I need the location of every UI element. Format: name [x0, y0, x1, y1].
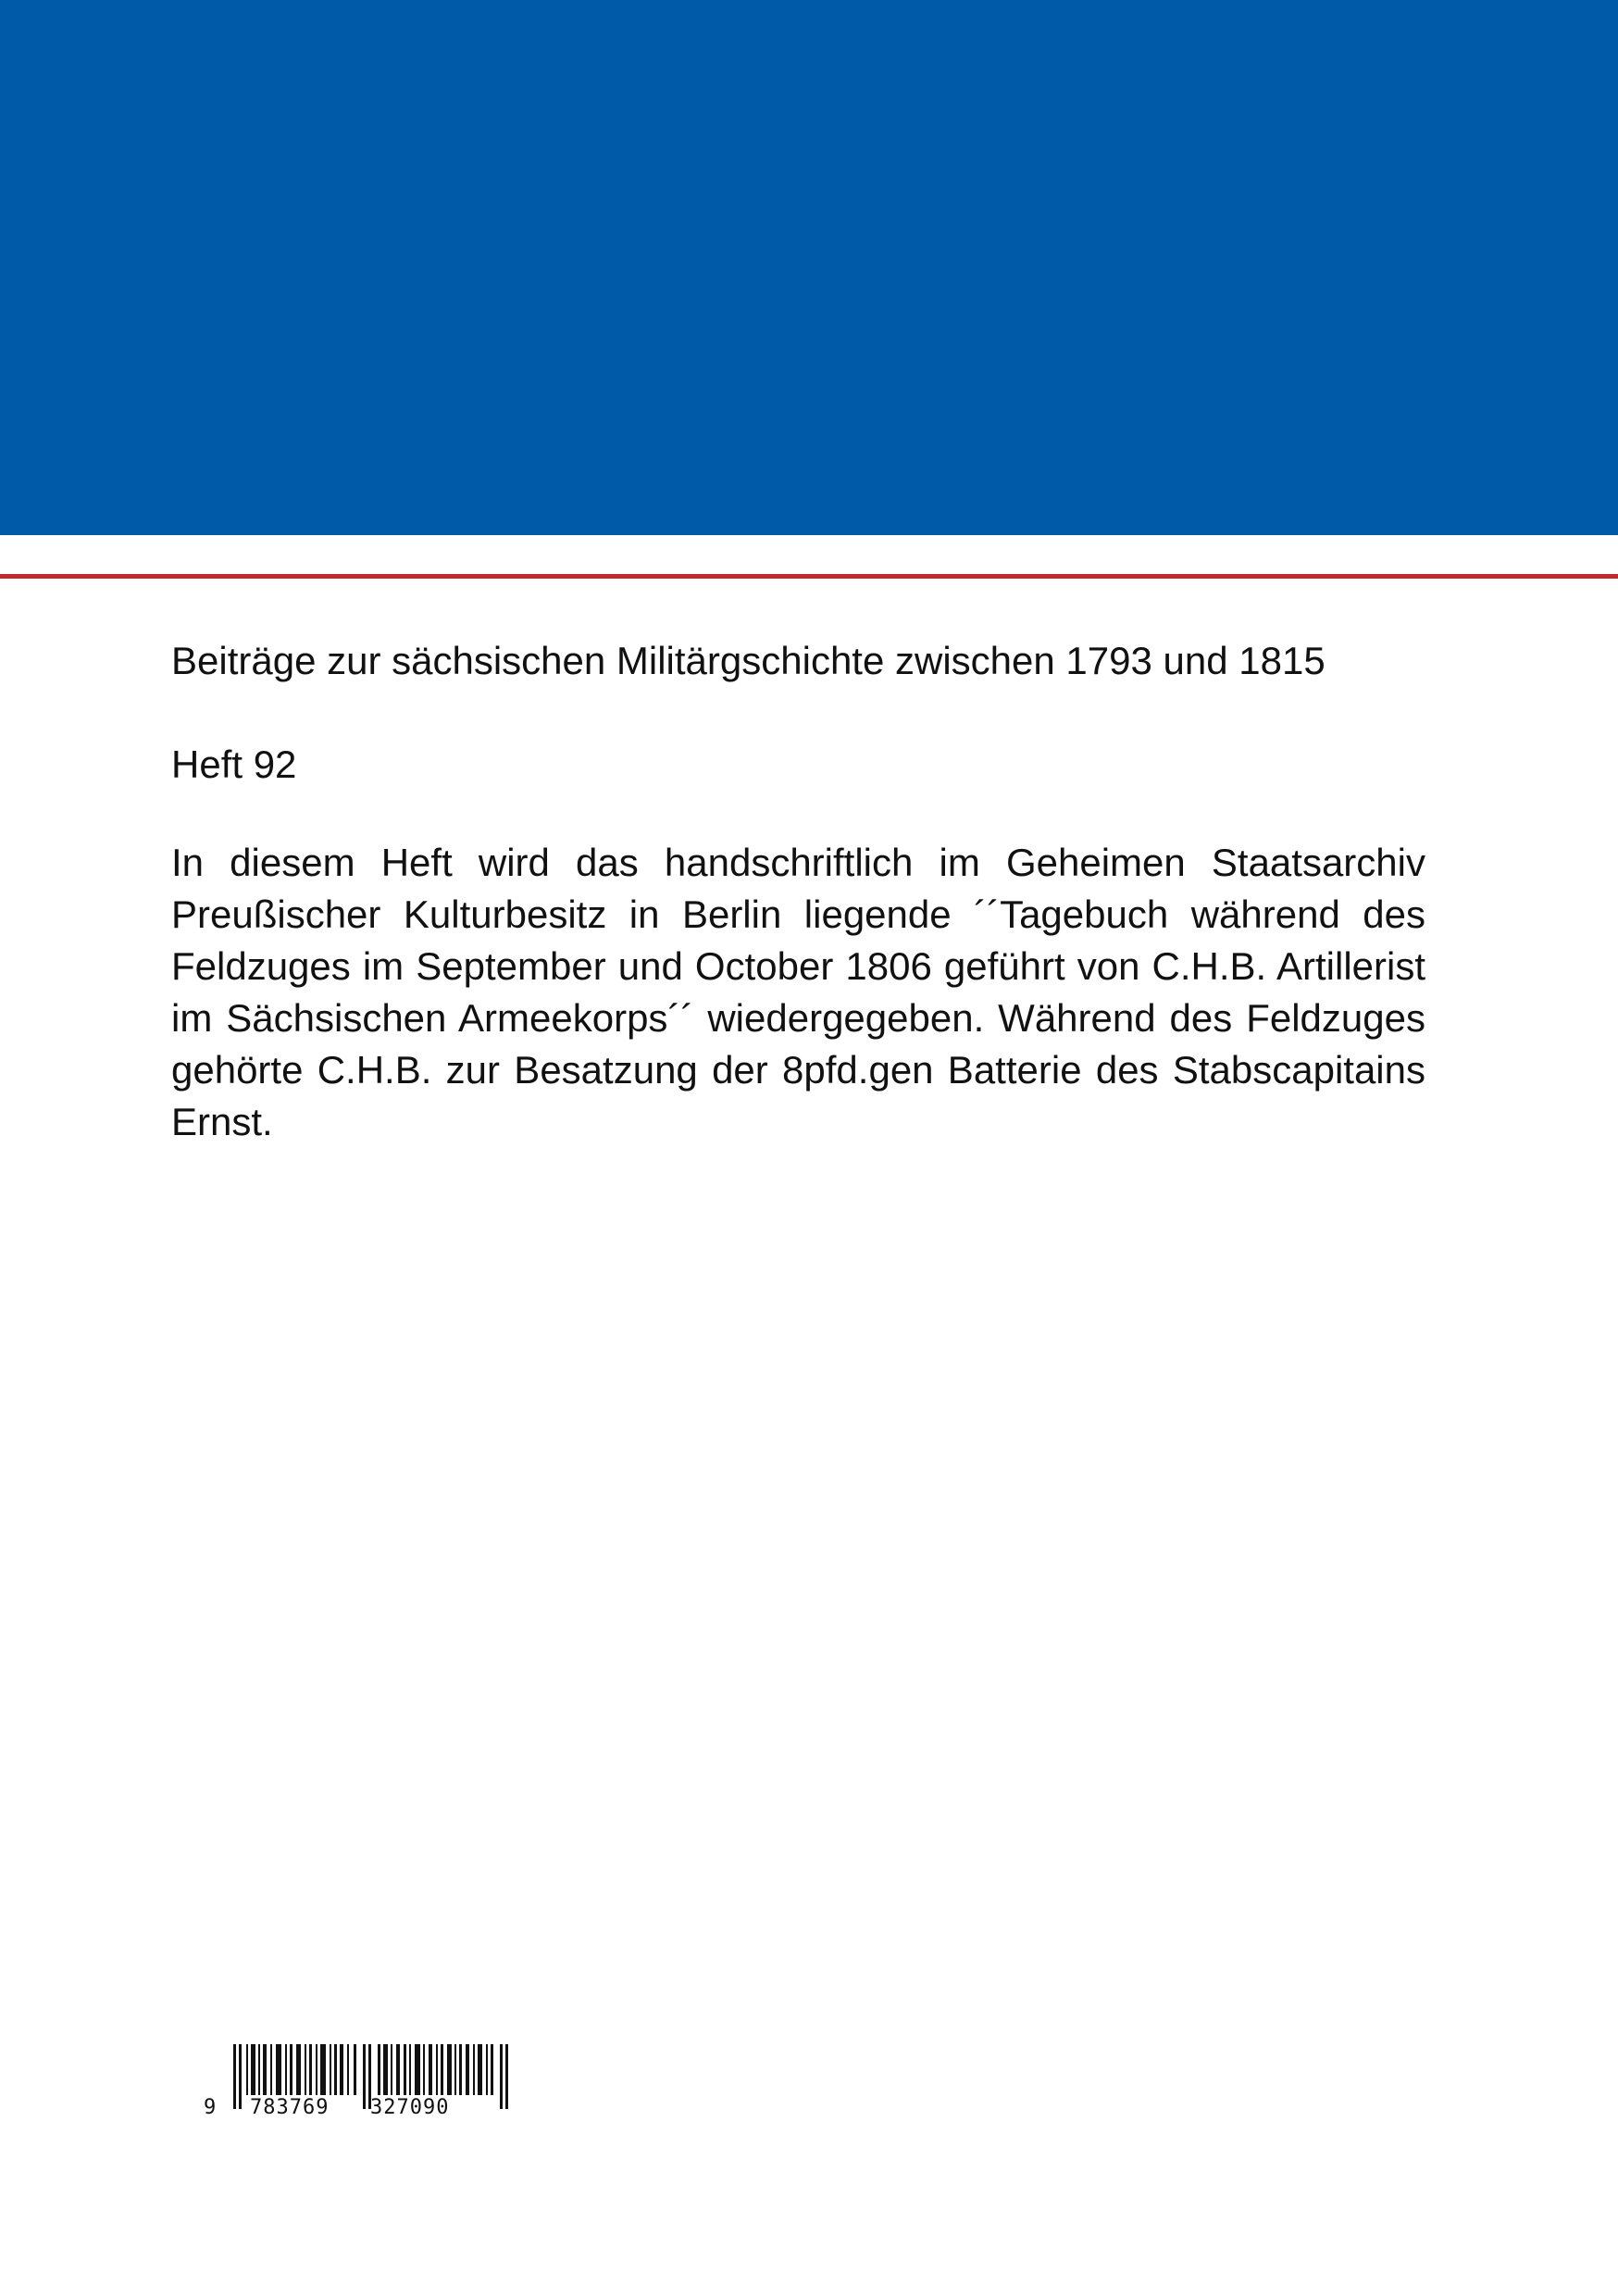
issue-label: Heft 92 — [171, 742, 297, 786]
barcode-first-digit: 9 — [204, 2096, 217, 2119]
description-text: In diesem Heft wird das handschriftlich im Geheimen Staatsarchiv Preußischer Kulturbesitz in Berlin liegende ´´Tagebuch während des Feldzuges im September und October 1806 geführt von C.H.B. Artillerist im Sächsischen Armeekorps´´ wiedergegeben. Während des Feldzuges gehörte C.H.B. zur Besatzung der 8pfd.gen Batterie des Stabscapitains Ernst. — [171, 841, 1425, 1143]
top-color-banner — [0, 0, 1618, 535]
barcode-left-digits: 783769 — [250, 2096, 330, 2119]
barcode-right-digits: 327090 — [370, 2096, 450, 2119]
cover-text — [171, 628, 1425, 1148]
red-divider-line — [0, 574, 1618, 579]
isbn-barcode — [204, 2044, 518, 2118]
series-title: Beiträge zur sächsischen Militärgschichte zwischen 1793 und 1815 — [171, 639, 1326, 682]
